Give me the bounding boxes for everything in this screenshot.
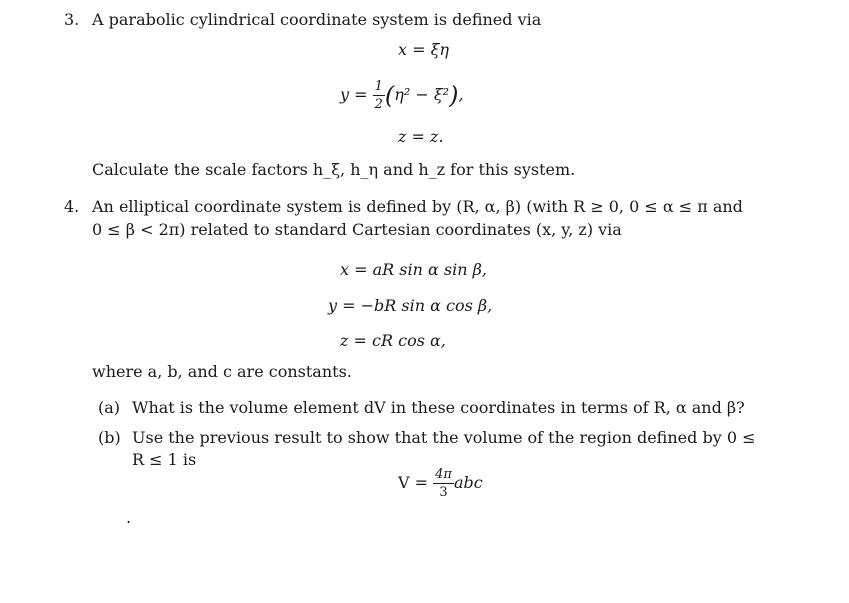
eq-y-num: 1 [374, 79, 383, 94]
eq-v-lhs: V = [398, 473, 429, 492]
problem-3-eq-x: x = ξη [398, 40, 449, 59]
fraction-bar [433, 483, 454, 484]
eq-v-fraction [433, 468, 454, 499]
fraction-bar [373, 95, 385, 96]
part-a-text: What is the volume element dV in these coordinates in terms of R, α and β? [132, 398, 745, 417]
volume-equation [398, 468, 483, 499]
problem-4-intro-line2: 0 ≤ β < 2π) related to standard Cartesian coordinates (x, y, z) via [92, 220, 622, 239]
problem-3-intro: A parabolic cylindrical coordinate system is defined via [92, 10, 542, 29]
part-b-label: (b) [98, 428, 121, 447]
part-a-label: (a) [98, 398, 121, 417]
eq-v-den: 3 [439, 485, 448, 500]
stray-mark: . [126, 508, 132, 527]
eq-v-num: 4π [435, 467, 452, 482]
eq-y-den: 2 [374, 97, 383, 112]
problem-3-eq-z: z = z. [398, 127, 444, 146]
part-b-text-line2: R ≤ 1 is [132, 450, 197, 469]
eq-v-rhs: abc [453, 473, 483, 492]
eq-y-end: , [458, 85, 464, 104]
eq-y-rhs: η² − ξ² [394, 85, 450, 104]
close-paren: ) [449, 81, 459, 110]
problem-4-eq-z: z = cR cos α, [340, 331, 446, 350]
problem-4-constants: where a, b, and c are constants. [92, 362, 352, 381]
eq-y-fraction [373, 80, 385, 111]
problem-4-intro-line1: An elliptical coordinate system is defined by (R, α, β) (with R ≥ 0, 0 ≤ α ≤ π and [92, 197, 743, 216]
eq-y-lhs: y = [340, 85, 373, 104]
problem-4-number: 4. [64, 197, 80, 216]
open-paren: ( [384, 81, 395, 110]
problem-3-number: 3. [64, 10, 80, 29]
problem-3-eq-y [340, 80, 464, 111]
problem-4-eq-x: x = aR sin α sin β, [340, 260, 487, 279]
part-b-text-line1: Use the previous result to show that the volume of the region defined by 0 ≤ [132, 428, 756, 447]
problem-3-task: Calculate the scale factors h_ξ, h_η and h_z for this system. [92, 160, 576, 179]
problem-4-eq-y: y = −bR sin α cos β, [328, 296, 493, 315]
